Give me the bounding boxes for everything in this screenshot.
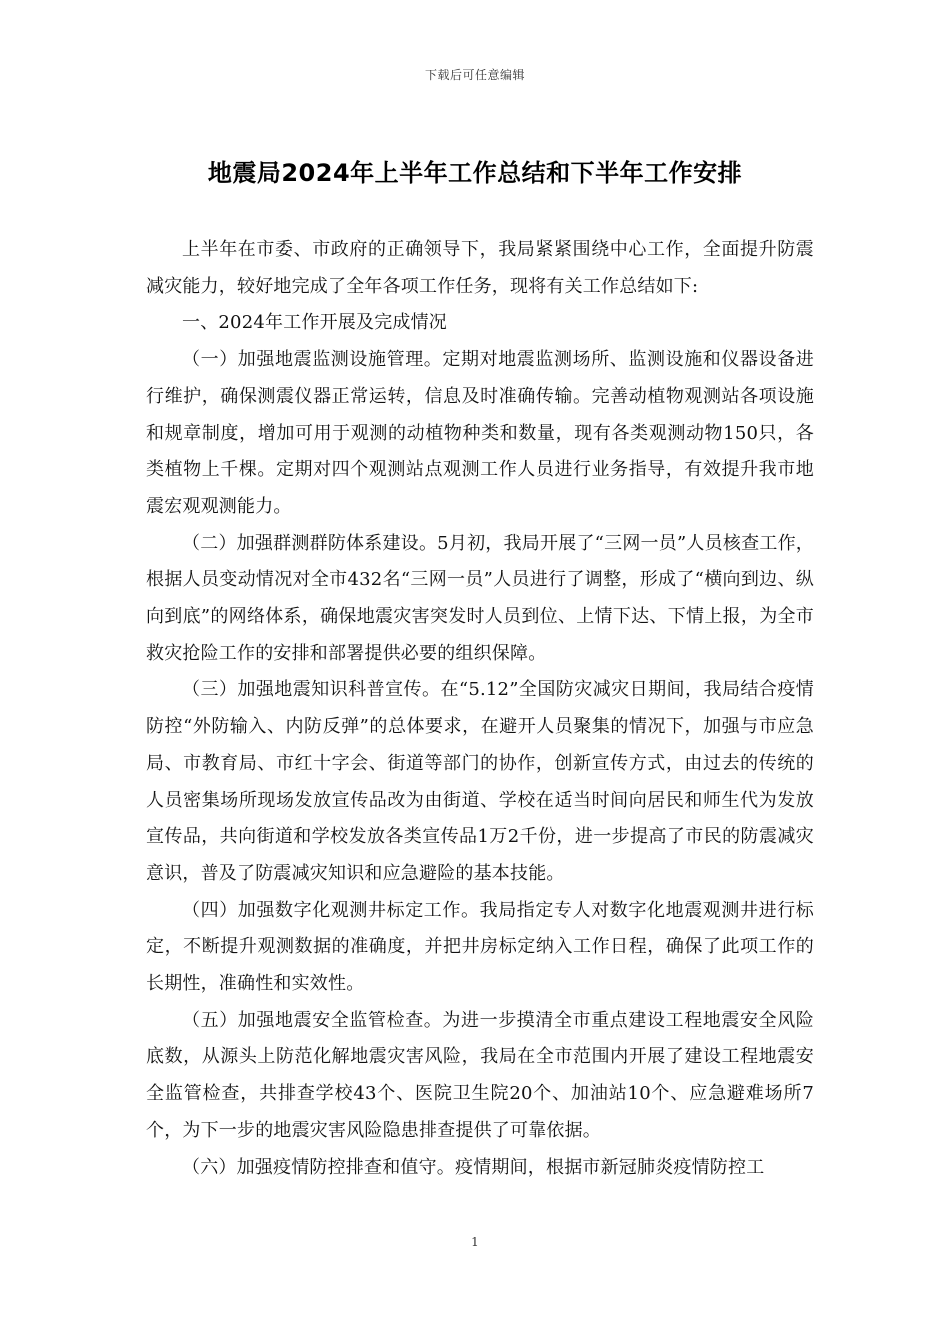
document-title: 地震局2024年上半年工作总结和下半年工作安排: [207, 159, 743, 187]
header-note: 下载后可任意编辑: [424, 68, 525, 82]
page-number: 1: [471, 1235, 479, 1249]
paragraph-2: （二）加强群测群防体系建设。5月初，我局开展了“三网一员”人员核查工作，根据人员变动情况对全市432名“三网一员”人员进行了调整，形成了“横向到边、纵向到底”的网络体系，确保地震灾害突发时人员到位、上情下达、下情上报，为全市救灾抢险工作的安排和部署提供必要的组织保障。: [146, 532, 814, 664]
document-body: [146, 232, 814, 1186]
paragraph-3: （三）加强地震知识科普宣传。在“5.12”全国防灾减灾日期间，我局结合疫情防控“外防输入、内防反弹”的总体要求，在避开人员聚集的情况下，加强与市应急局、市教育局、市红十字会、街道等部门的协作，创新宣传方式，由过去的传统的人员密集场所现场发放宣传品改为由街道、学校在适当时间向居民和师生代为发放宣传品，共向街道和学校发放各类宣传品1万2千份，进一步提高了市民的防震减灾意识，普及了防震减灾知识和应急避险的基本技能。: [146, 679, 814, 884]
paragraph-4: （四）加强数字化观测井标定工作。我局指定专人对数字化地震观测井进行标定，不断提升观测数据的准确度，并把井房标定纳入工作日程，确保了此项工作的长期性，准确性和实效性。: [146, 899, 814, 995]
intro-paragraph: 上半年在市委、市政府的正确领导下，我局紧紧围绕中心工作，全面提升防震减灾能力，较好地完成了全年各项工作任务，现将有关工作总结如下:: [146, 239, 814, 297]
section-heading: 一、2024年工作开展及完成情况: [182, 312, 448, 334]
paragraph-6: （六）加强疫情防控排查和值守。疫情期间，根据市新冠肺炎疫情防控工: [182, 1156, 765, 1178]
paragraph-1: （一）加强地震监测设施管理。定期对地震监测场所、监测设施和仪器设备进行维护，确保测震仪器正常运转，信息及时准确传输。完善动植物观测站各项设施和规章制度，增加可用于观测的动植物种类和数量，现有各类观测动物150只，各类植物上千棵。定期对四个观测站点观测工作人员进行业务指导，有效提升我市地震宏观观测能力。: [146, 349, 814, 517]
paragraph-5: （五）加强地震安全监管检查。为进一步摸清全市重点建设工程地震安全风险底数，从源头上防范化解地震灾害风险，我局在全市范围内开展了建设工程地震安全监管检查，共排查学校43个、医院卫生院20个、加油站10个、应急避难场所7个，为下一步的地震灾害风险隐患排查提供了可靠依据。: [146, 1009, 814, 1141]
